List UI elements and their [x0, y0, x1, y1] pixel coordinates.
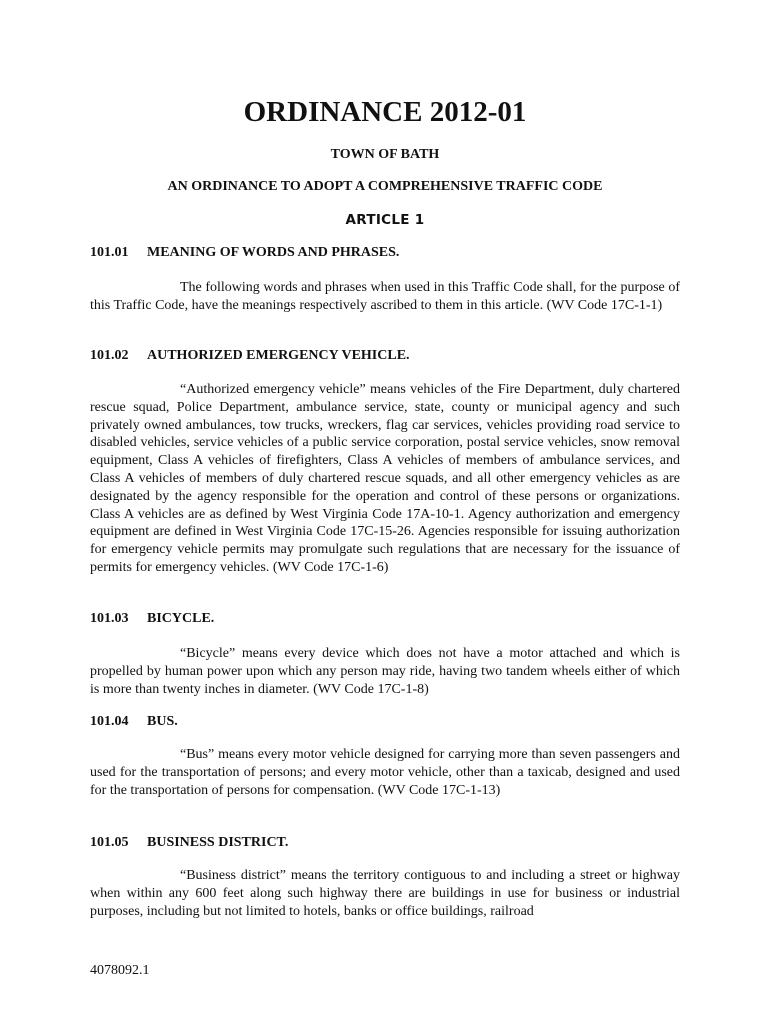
ordinance-name: AN ORDINANCE TO ADOPT A COMPREHENSIVE TRAFFIC CODE: [167, 179, 603, 194]
section-number: 101.01: [90, 245, 129, 260]
section-heading: [90, 610, 214, 628]
section-heading: [90, 713, 178, 731]
section-heading: [90, 834, 288, 852]
section-body: “Bus” means every motor vehicle designed for carrying more than seven passengers and used for the transportation of persons; and every motor vehicle, other than a taxicab, designed and used for the transportation of persons for compensation. (WV Code 17C-1-13): [90, 747, 680, 798]
section-title: MEANING OF WORDS AND PHRASES.: [147, 245, 400, 260]
section-number: 101.04: [90, 714, 129, 729]
section-title: BICYCLE.: [147, 611, 215, 626]
section-body: “Business district” means the territory contiguous to and including a street or highway when within any 600 feet along such highway there are buildings in use for business or industrial purposes, including but not limited to hotels, banks or office buildings, railroad: [90, 868, 680, 919]
section-title: BUSINESS DISTRICT.: [147, 835, 289, 850]
ordinance-title: ORDINANCE 2012-01: [243, 96, 527, 128]
document-id-footer: 4078092.1: [90, 963, 150, 978]
document-page: [90, 0, 680, 1024]
section-body: The following words and phrases when used in this Traffic Code shall, for the purpose of this Traffic Code, have the meanings respectively ascribed to them in this article. (WV Code 17C-1-1): [90, 280, 680, 313]
section-number: 101.05: [90, 835, 129, 850]
section-title: AUTHORIZED EMERGENCY VEHICLE.: [147, 348, 410, 363]
article-heading: ARTICLE 1: [345, 212, 425, 228]
town-name: TOWN OF BATH: [330, 147, 440, 162]
section-number: 101.03: [90, 611, 129, 626]
section-heading: [90, 347, 410, 365]
section-number: 101.02: [90, 348, 129, 363]
section-heading: [90, 244, 399, 262]
section-body: “Bicycle” means every device which does not have a motor attached and which is propelled by human power upon which any person may ride, having two tandem wheels either of which is more than twenty inches in diameter. (WV Code 17C-1-8): [90, 646, 680, 697]
section-body: “Authorized emergency vehicle” means vehicles of the Fire Department, duly chartered rescue squad, Police Department, ambulance service, state, county or municipal agency and such privately owned ambulances, tow trucks, wreckers, flag car services, vehicles providing road service to disabled vehicles, service vehicles of a public service corporation, postal service vehicles, snow removal equipment, Class A vehicles of firefighters, Class A vehicles of members of ambulance services, and Class A vehicles of members of duly chartered rescue squads, and all other emergency vehicles as are designated by the agency responsible for the operation and control of these persons or organizations. Class A vehicles are as defined by West Virginia Code 17A-10-1. Agency authorization and emergency equipment are defined in West Virginia Code 17C-15-26. Agencies responsible for issuing authorization for emergency vehicle permits may promulgate such regulations that are necessary for the issuance of permits for emergency vehicles. (WV Code 17C-1-6): [90, 382, 680, 575]
section-title: BUS.: [147, 714, 178, 729]
